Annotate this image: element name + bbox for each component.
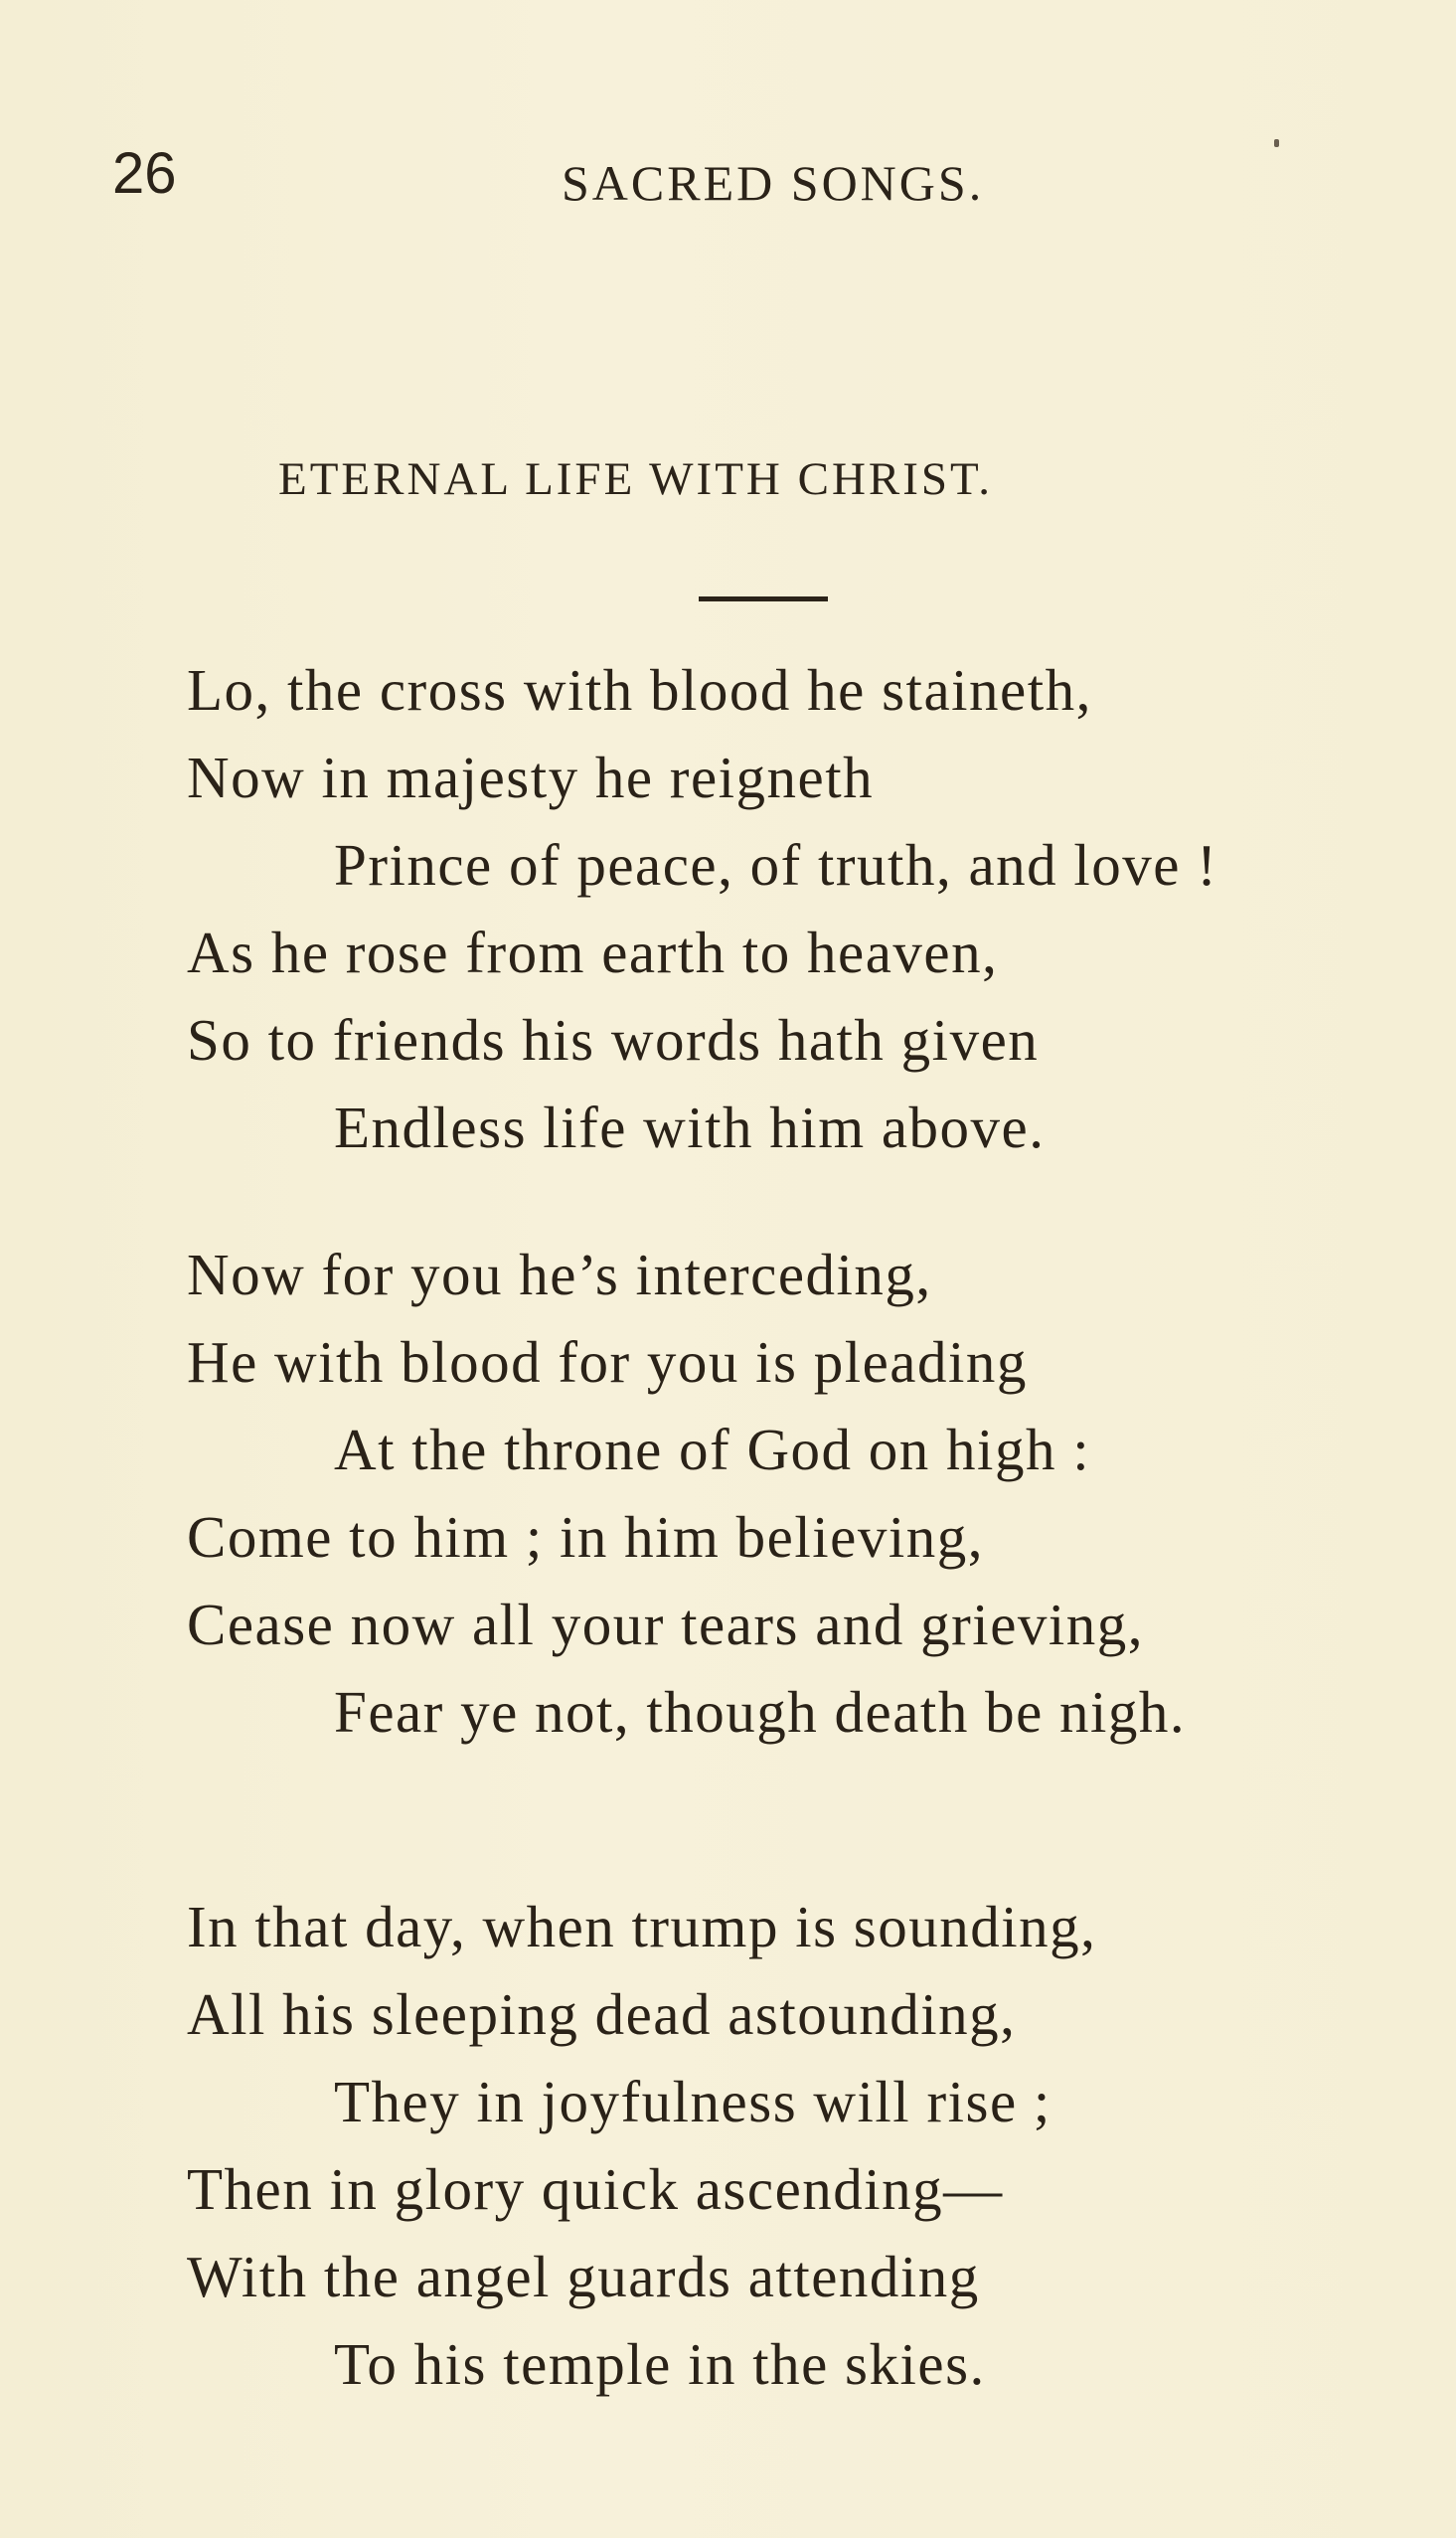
verse-line: Now for you he’s interceding, [187, 1242, 932, 1307]
verse-line: To his temple in the skies. [334, 2331, 986, 2397]
stanza-3 [187, 1883, 1429, 2408]
verse-line: As he rose from earth to heaven, [187, 920, 999, 985]
title-divider [699, 596, 828, 601]
page-number: 26 [112, 141, 177, 206]
verse-line: Cease now all your tears and grieving, [187, 1592, 1145, 1657]
poem-title: ETERNAL LIFE WITH CHRIST. [278, 453, 994, 505]
verse-line: With the angel guards attending [187, 2244, 980, 2309]
verse-line: Come to him ; in him believing, [187, 1504, 984, 1570]
verse-line: So to friends his words hath given [187, 1007, 1040, 1073]
running-head: SACRED SONGS. [562, 155, 985, 211]
verse-line: He with blood for you is pleading [187, 1329, 1028, 1395]
verse-line: Fear ye not, though death be nigh. [334, 1679, 1187, 1745]
verse-line: Endless life with him above. [334, 1095, 1046, 1160]
stanza-1 [187, 646, 1429, 1171]
verse-line: All his sleeping dead astounding, [187, 1981, 1017, 2047]
verse-line: Lo, the cross with blood he staineth, [187, 657, 1092, 723]
verse-line: They in joyfulness will rise ; [334, 2069, 1052, 2134]
ink-speck [1274, 139, 1279, 147]
verse-line: In that day, when trump is sounding, [187, 1894, 1097, 1959]
verse-line: Prince of peace, of truth, and love ! [334, 832, 1218, 898]
verse-line: At the throne of God on high : [334, 1417, 1091, 1482]
verse-line: Then in glory quick ascending— [187, 2156, 1004, 2222]
stanza-2 [187, 1231, 1429, 1756]
verse-line: Now in majesty he reigneth [187, 745, 875, 810]
